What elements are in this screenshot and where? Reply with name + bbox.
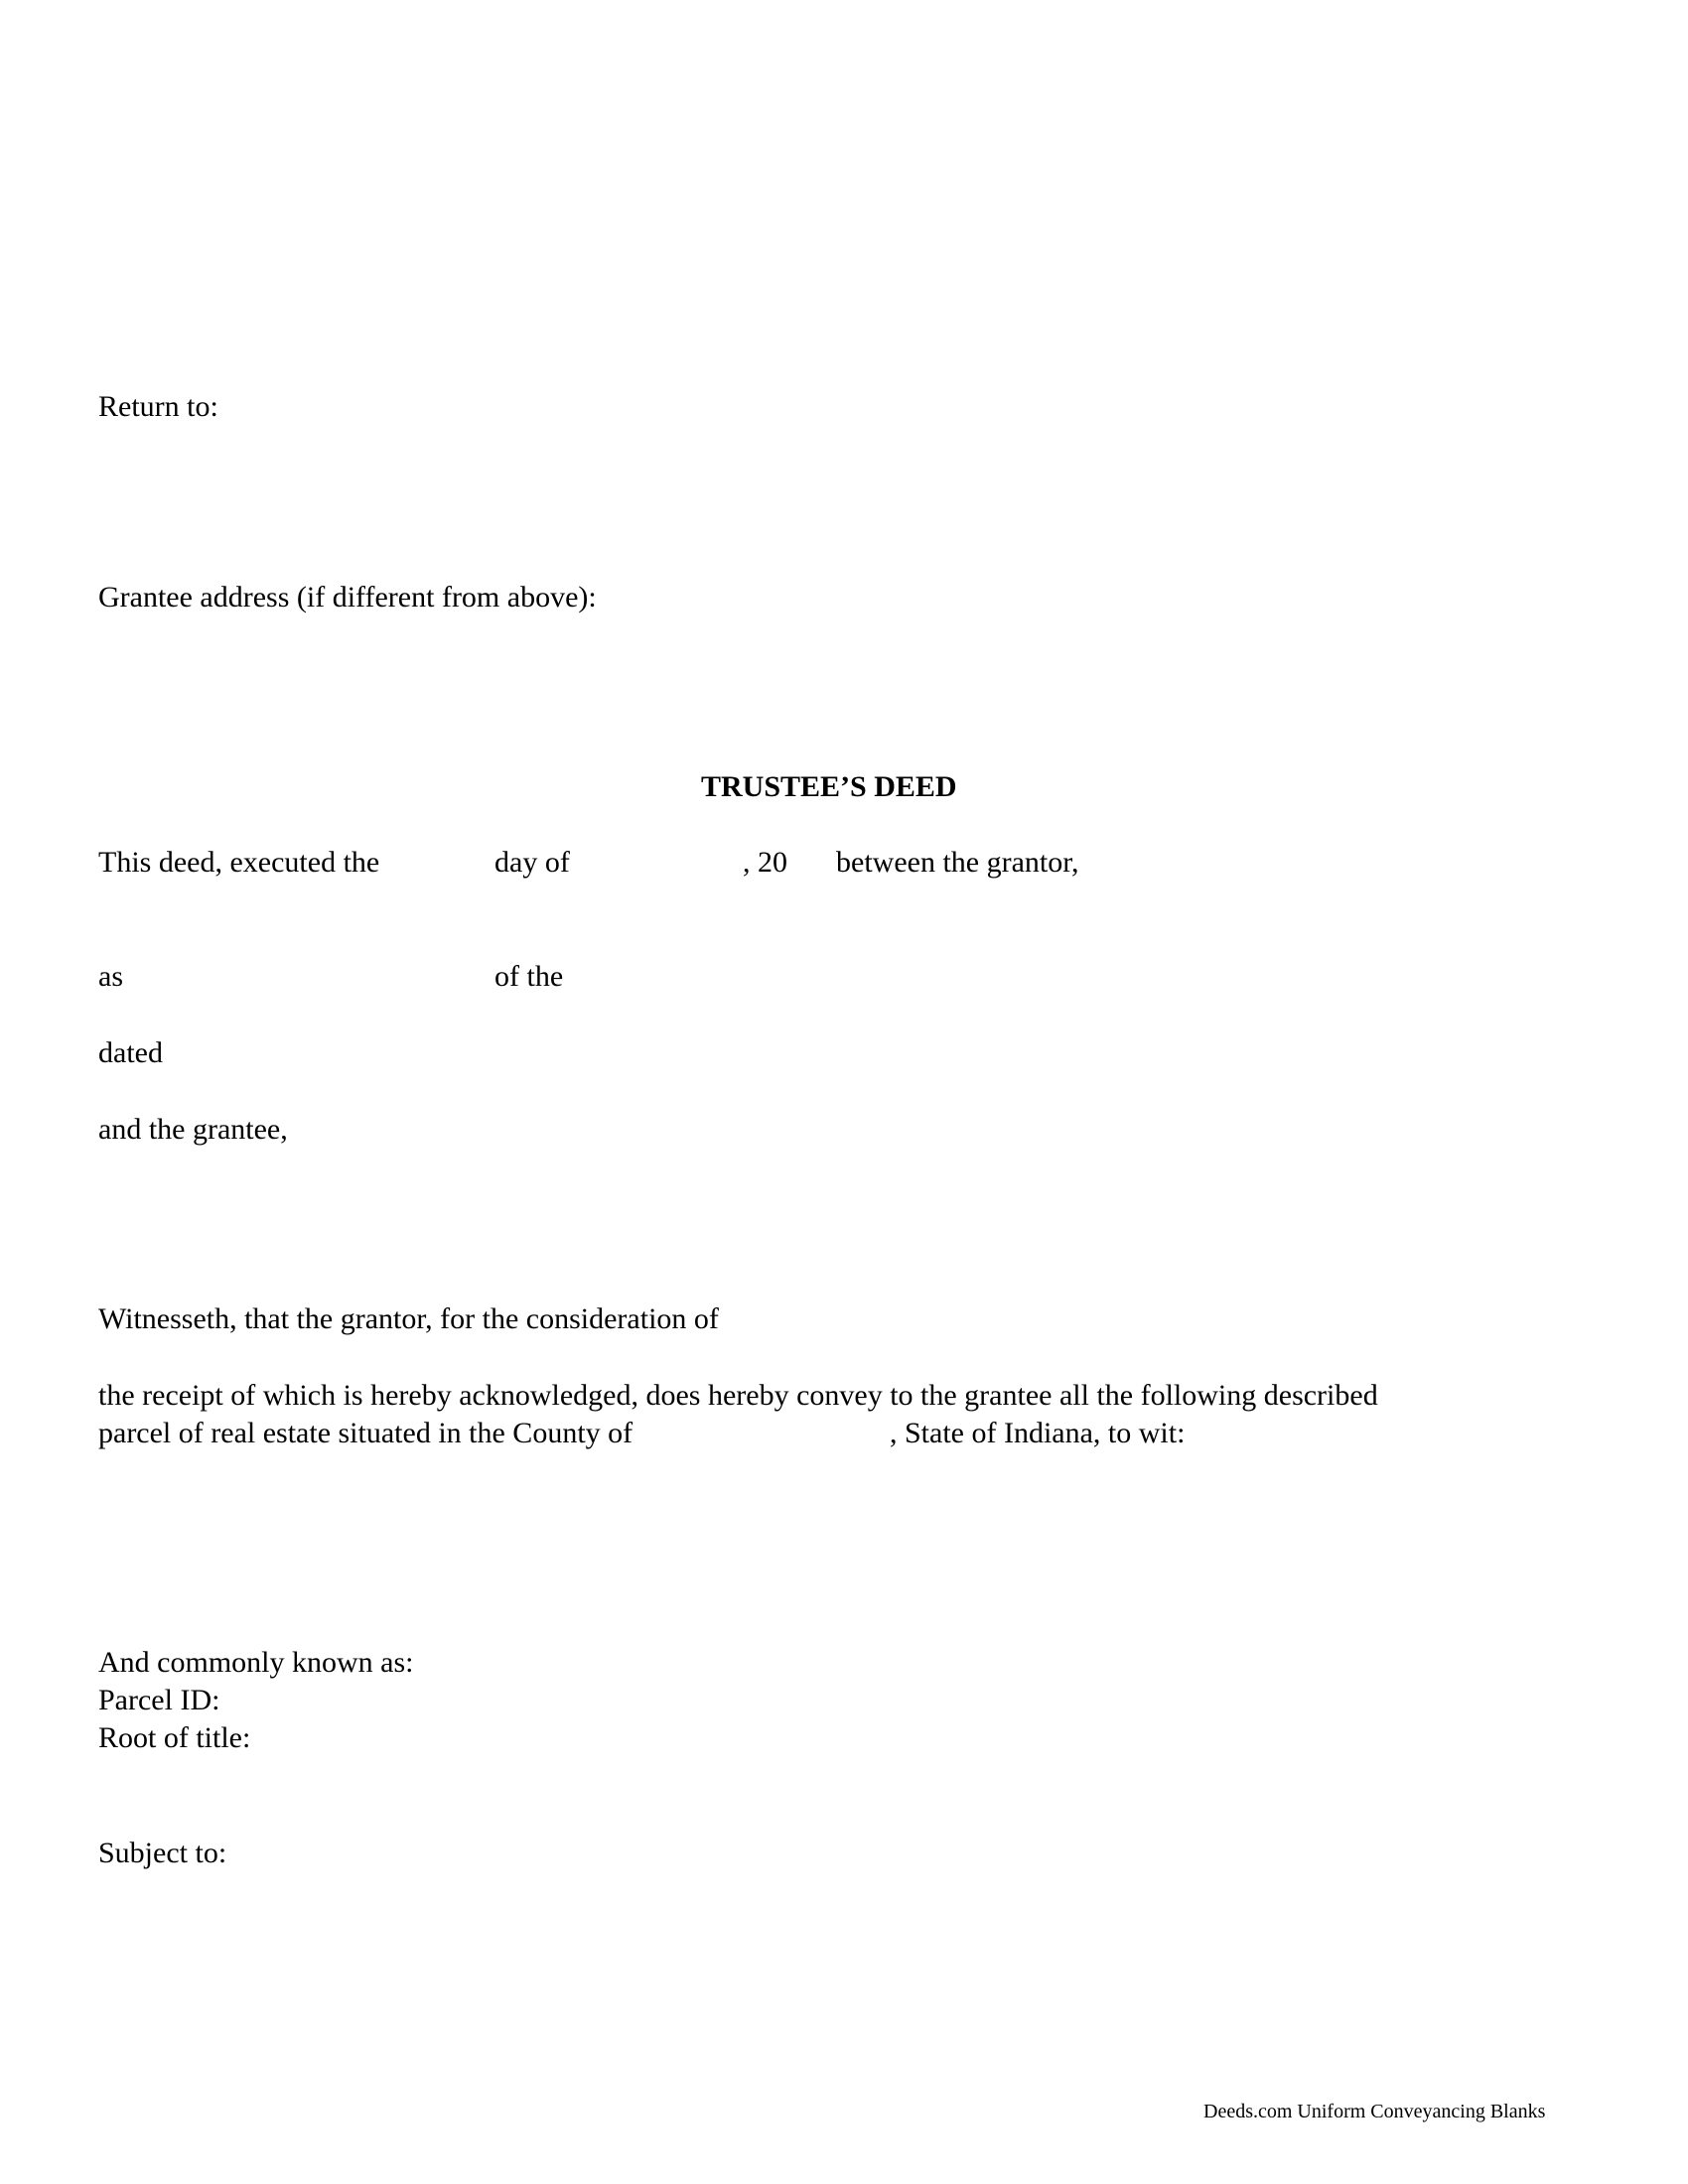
of-the-label: of the (494, 960, 564, 993)
year-prefix-label: , 20 (743, 846, 787, 879)
and-grantee-label: and the grantee, (98, 1113, 288, 1146)
footer-credit: Deeds.com Uniform Conveyancing Blanks (1203, 2101, 1546, 2122)
root-of-title-label: Root of title: (98, 1721, 251, 1754)
grantee-address-label: Grantee address (if different from above): (98, 581, 597, 614)
receipt-clause-line2-start: parcel of real estate situated in the County of (98, 1417, 633, 1449)
between-grantor-label: between the grantor, (836, 846, 1079, 879)
return-to-label: Return to: (98, 390, 218, 423)
parcel-id-label: Parcel ID: (98, 1684, 220, 1716)
executed-the-label: This deed, executed the (98, 846, 380, 879)
as-label: as (98, 960, 123, 993)
day-of-label: day of (494, 846, 570, 879)
witnesseth-clause: Witnesseth, that the grantor, for the consideration of (98, 1302, 719, 1335)
receipt-clause-line2-end: , State of Indiana, to wit: (890, 1417, 1186, 1449)
dated-label: dated (98, 1036, 163, 1069)
subject-to-label: Subject to: (98, 1837, 227, 1869)
commonly-known-label: And commonly known as: (98, 1646, 414, 1679)
receipt-clause-line1: the receipt of which is hereby acknowledged, does hereby convey to the grantee all the following described (98, 1379, 1378, 1412)
document-title: TRUSTEE’S DEED (701, 770, 957, 803)
